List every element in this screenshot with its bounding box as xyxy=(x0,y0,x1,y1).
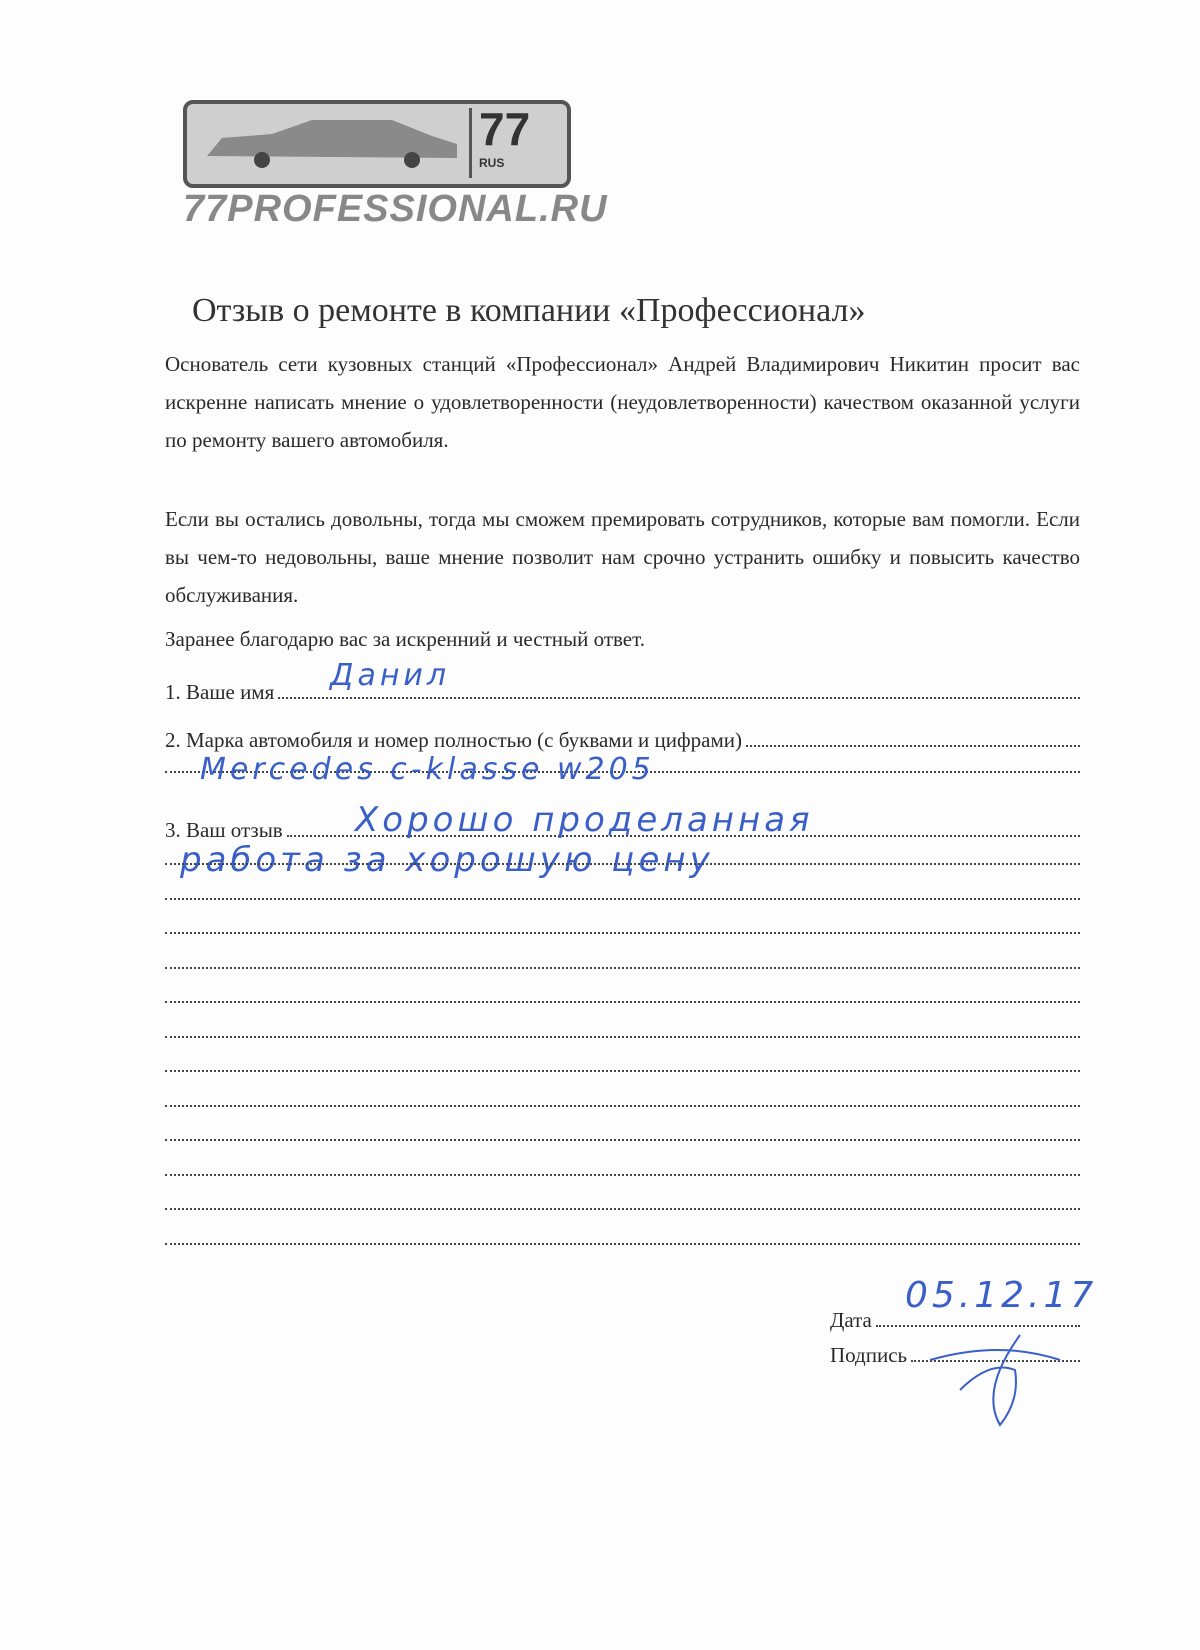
review-blank-line xyxy=(165,1069,1080,1072)
review-blank-line xyxy=(165,1207,1080,1210)
review-blank-line xyxy=(165,862,1080,865)
review-blank-line xyxy=(165,1242,1080,1245)
thanks-paragraph: Заранее благодарю вас за искренний и честный ответ. xyxy=(165,627,645,651)
date-label: Дата xyxy=(830,1308,872,1332)
review-blank-line xyxy=(165,1173,1080,1176)
logo-region: RUS xyxy=(479,156,505,170)
name-label: 1. Ваше имя xyxy=(165,680,275,704)
review-blank-line xyxy=(165,1035,1080,1038)
review-blank-line xyxy=(165,897,1080,900)
review-line-2: работа за хорошую цену xyxy=(180,840,714,880)
review-blank-line xyxy=(165,966,1080,969)
car-field xyxy=(165,728,1080,753)
page-title: Отзыв о ремонте в компании «Профессионал» xyxy=(192,292,866,329)
logo-site: 77PROFESSIONAL.RU xyxy=(183,188,608,230)
company-logo xyxy=(183,100,571,188)
logo-divider xyxy=(469,108,472,178)
review-blank-line xyxy=(165,1138,1080,1141)
car-icon xyxy=(202,116,462,168)
intro-paragraph: Основатель сети кузовных станций «Профессионал» Андрей Владимирович Никитин просит вас искренне написать мнение о удовлетворенности (неудовлетворенности) качеством оказанной услуги по ремонту вашего автомобиля. xyxy=(165,352,1080,452)
review-blank-line xyxy=(165,1000,1080,1003)
signature-label: Подпись xyxy=(830,1343,908,1367)
logo-badge: 77 xyxy=(479,103,531,155)
date-value: 05.12.17 xyxy=(905,1275,1098,1316)
signature-mark xyxy=(920,1330,1080,1450)
review-line-1: Хорошо проделанная xyxy=(355,800,814,840)
review-blank-line xyxy=(165,1104,1080,1107)
review-label: 3. Ваш отзыв xyxy=(165,818,283,842)
second-paragraph: Если вы остались довольны, тогда мы сможем премировать сотрудников, которые вам помогли. Если вы чем-то недовольны, ваше мнение позволит нам срочно устранить ошибку и повысить качество обслуживания. xyxy=(165,507,1080,607)
name-value: Данил xyxy=(330,658,451,693)
car-label: 2. Марка автомобиля и номер полностью (с буквами и цифрами) xyxy=(165,728,742,752)
car-value: Mercedes c-klasse w205 xyxy=(200,752,655,787)
name-field xyxy=(165,680,1080,705)
review-blank-line xyxy=(165,931,1080,934)
